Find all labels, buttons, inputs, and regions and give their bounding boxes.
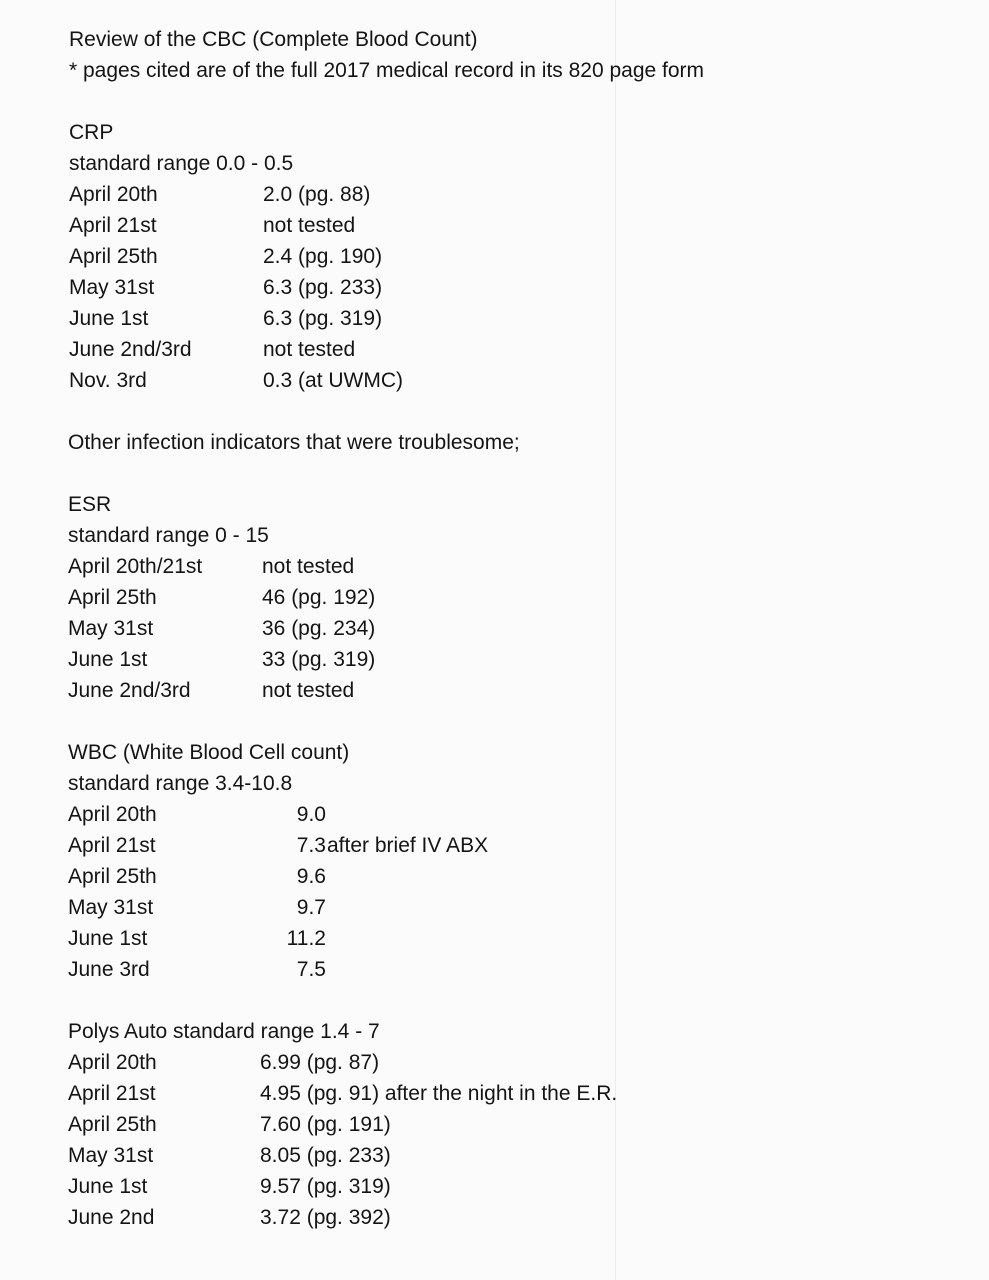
- esr-value: 46 (pg. 192): [262, 586, 376, 609]
- crp-row: [69, 272, 989, 303]
- wbc-value: 9.0: [296, 803, 326, 826]
- esr-value: not tested: [262, 679, 355, 702]
- esr-row: [68, 613, 989, 644]
- polys-row: [68, 1202, 989, 1233]
- crp-value: 0.3 (at UWMC): [263, 369, 404, 392]
- esr-section: [0, 489, 989, 706]
- crp-date: June 2nd/3rd: [69, 338, 192, 361]
- document-title: Review of the CBC (Complete Blood Count): [69, 28, 478, 51]
- polys-date: May 31st: [68, 1144, 154, 1167]
- polys-title: Polys Auto standard range 1.4 - 7: [68, 1020, 380, 1043]
- crp-range: standard range 0.0 - 0.5: [69, 152, 294, 175]
- wbc-title: WBC (White Blood Cell count): [68, 741, 350, 764]
- crp-date: April 21st: [69, 214, 157, 237]
- crp-row: [69, 241, 989, 272]
- polys-date: April 21st: [68, 1082, 156, 1105]
- wbc-value: 7.3: [296, 834, 326, 857]
- polys-row: [68, 1078, 989, 1109]
- esr-date: April 20th/21st: [68, 555, 203, 578]
- polys-row: [68, 1140, 989, 1171]
- polys-value: 7.60 (pg. 191): [260, 1113, 391, 1136]
- polys-date: April 20th: [68, 1051, 157, 1074]
- crp-title: CRP: [69, 121, 114, 144]
- polys-value: 8.05 (pg. 233): [260, 1144, 391, 1167]
- esr-value: 33 (pg. 319): [262, 648, 376, 671]
- crp-date: April 20th: [69, 183, 158, 206]
- esr-date: June 1st: [68, 648, 148, 671]
- wbc-row: [68, 861, 989, 892]
- wbc-value: 7.5: [296, 958, 326, 981]
- esr-row: [68, 551, 989, 582]
- wbc-row: [68, 892, 989, 923]
- wbc-date: June 1st: [68, 927, 148, 950]
- crp-date: May 31st: [69, 276, 155, 299]
- crp-date: Nov. 3rd: [69, 369, 147, 392]
- crp-value: 2.4 (pg. 190): [263, 245, 383, 268]
- crp-value: 6.3 (pg. 319): [263, 307, 383, 330]
- crp-row: [69, 210, 989, 241]
- wbc-date: April 21st: [68, 834, 156, 857]
- wbc-date: May 31st: [68, 896, 154, 919]
- esr-date: May 31st: [68, 617, 154, 640]
- wbc-date: April 25th: [68, 865, 157, 888]
- crp-date: April 25th: [69, 245, 158, 268]
- crp-row: [69, 365, 989, 396]
- crp-value: 2.0 (pg. 88): [263, 183, 371, 206]
- polys-date: June 2nd: [68, 1206, 155, 1229]
- crp-row: [69, 179, 989, 210]
- esr-row: [68, 675, 989, 706]
- polys-value: 4.95 (pg. 91) after the night in the E.R.: [260, 1082, 618, 1105]
- document-note: * pages cited are of the full 2017 medical record in its 820 page form: [69, 59, 705, 82]
- document-header: [0, 24, 989, 86]
- crp-value: 6.3 (pg. 233): [263, 276, 383, 299]
- esr-date: June 2nd/3rd: [68, 679, 191, 702]
- wbc-row: [68, 799, 989, 830]
- wbc-date: April 20th: [68, 803, 157, 826]
- esr-title: ESR: [68, 493, 112, 516]
- polys-date: June 1st: [68, 1175, 148, 1198]
- wbc-value: 9.6: [296, 865, 326, 888]
- crp-row: [69, 334, 989, 365]
- esr-range: standard range 0 - 15: [68, 524, 269, 547]
- esr-row: [68, 582, 989, 613]
- polys-date: April 25th: [68, 1113, 157, 1136]
- crp-section: [0, 117, 989, 396]
- esr-value: not tested: [262, 555, 355, 578]
- esr-value: 36 (pg. 234): [262, 617, 376, 640]
- other-indicators-text: Other infection indicators that were troublesome;: [68, 431, 520, 454]
- wbc-date: June 3rd: [68, 958, 150, 981]
- wbc-row: [68, 954, 989, 985]
- crp-value: not tested: [263, 214, 356, 237]
- polys-row: [68, 1171, 989, 1202]
- wbc-note: after brief IV ABX: [327, 834, 489, 857]
- polys-value: 3.72 (pg. 392): [260, 1206, 391, 1229]
- polys-value: 6.99 (pg. 87): [260, 1051, 380, 1074]
- polys-value: 9.57 (pg. 319): [260, 1175, 391, 1198]
- wbc-value: 9.7: [296, 896, 326, 919]
- wbc-section: [0, 737, 989, 985]
- other-indicators-section: [0, 427, 989, 458]
- wbc-row: [68, 923, 989, 954]
- crp-date: June 1st: [69, 307, 149, 330]
- polys-row: [68, 1109, 989, 1140]
- wbc-range: standard range 3.4-10.8: [68, 772, 293, 795]
- esr-date: April 25th: [68, 586, 157, 609]
- polys-section: [0, 1016, 989, 1233]
- crp-value: not tested: [263, 338, 356, 361]
- polys-row: [68, 1047, 989, 1078]
- wbc-row: [68, 830, 989, 861]
- esr-row: [68, 644, 989, 675]
- crp-row: [69, 303, 989, 334]
- wbc-value: 11.2: [286, 927, 326, 950]
